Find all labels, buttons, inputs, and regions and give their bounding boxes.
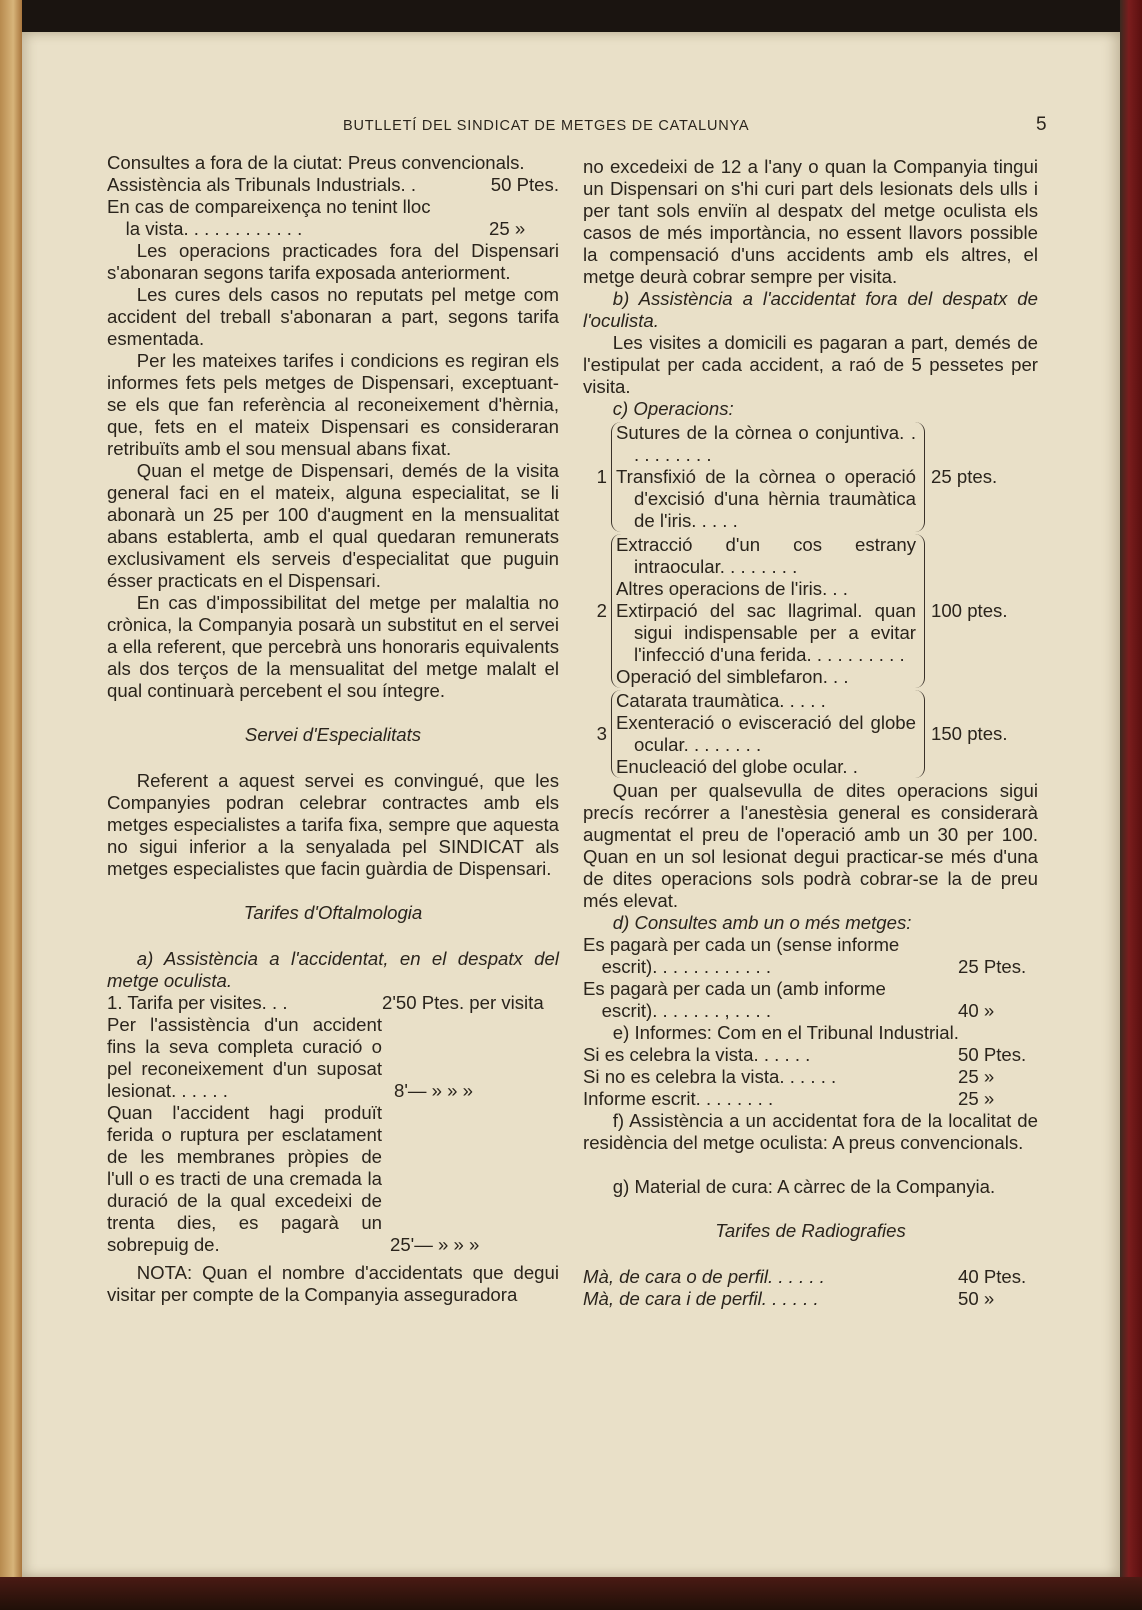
subheading: d) Consultes amb un o més metges:: [612, 912, 912, 933]
paragraph: Quan el metge de Dispensari, demés de la visita general faci en el mateix, alguna especialitat, se li abonarà un 25 per 100 d'augment en la mensualitat abans establerta, amb el qual quedaran remunerats exclusivament els serveis d'especialitat que puguin ésser practicats en el Dispensari.: [107, 460, 559, 591]
paragraph: Les operacions practicades fora del Dispensari s'abonaran segons tarifa exposada anteriorment.: [107, 240, 559, 283]
fee-line: Mà, de cara o de perfil. . . . . . 40 Ptes.: [583, 1266, 1027, 1287]
right-column: [583, 156, 1038, 1310]
group-number: 1: [596, 466, 607, 487]
paragraph: En cas d'impossibilitat del metge per malaltia no crònica, la Companyia posarà un substitut en el servei a ella referent, que percebrà uns honoraris equivalents als dos terços de la mensualitat del metge malalt el qual continuarà percebent el sou íntegre.: [107, 592, 559, 701]
paragraph: Per les mateixes tarifes i condicions es regiran els informes fets pels metges de Dispensari, exceptuant-se els que fan referència al reconeixement d'hèrnia, que, fets en el mateix Dispensari es consideraran retribuïts amb el sou mensual abans fixat.: [107, 350, 559, 459]
subheading: a) Assistència a l'accidentat, en el despatx del metge oculista.: [107, 948, 559, 991]
fee-line: Si no es celebra la vista. . . . . . 25 »: [583, 1066, 995, 1087]
operation-item: Transfixió de la còrnea o operació d'excisió d'una hèrnia traumàtica de l'iris. . . . .: [616, 466, 916, 531]
paragraph: Consultes a fora de la ciutat: Preus convencionals.: [107, 152, 525, 173]
operation-item: Operació del simblefaron. . .: [616, 666, 849, 687]
left-column: [107, 152, 559, 1306]
fee-line: Mà, de cara i de perfil. . . . . . 50 »: [583, 1288, 995, 1309]
tariff-row: Quan l'accident hagi produït ferida o ruptura per esclatament de les membranes pròpies de l'ull o es tracti de una cremada la duració de la qual excedeixi de trenta dies, es pagarà un sobrepuig de. 25'— » » »: [107, 1102, 480, 1255]
operation-item: Exenteració o evisceració del globe ocular. . . . . . . .: [616, 712, 916, 755]
paragraph: f) Assistència a un accidentat fora de la localitat de residència del metge oculista: A preus convencionals.: [583, 1110, 1038, 1153]
paragraph: Les cures dels casos no reputats pel metge com accident del treball s'abonaran a part, segons tarifa esmentada.: [107, 284, 559, 349]
paragraph: Quan per qualsevulla de dites operacions sigui precís recórrer a l'anestèsia general es considerarà augmentat el preu de l'operació amb un 30 per 100. Quan en un sol lesionat degui practicar-se més d'una de dites operacions sols podrà cobrar-se la de preu més elevat.: [583, 780, 1038, 911]
running-header: BUTLLETÍ DEL SINDICAT DE METGES DE CATALUNYA: [343, 118, 750, 134]
operation-list: [611, 422, 925, 532]
paragraph: En cas de compareixença no tenint lloc: [107, 196, 431, 217]
operation-item: Enucleació del globe ocular. .: [616, 756, 858, 777]
section-heading: Servei d'Especialitats: [244, 724, 422, 745]
operation-group: [583, 534, 1038, 688]
subheading: c) Operacions:: [612, 398, 734, 419]
fee-line: Si es celebra la vista. . . . . . 50 Ptes.: [583, 1044, 1027, 1065]
paragraph: Es pagarà per cada un (sense informe: [583, 934, 900, 955]
fee-line: Assistència als Tribunals Industrials. . 50 Ptes.: [107, 174, 559, 195]
note: NOTA: Quan el nombre d'accidentats que degui visitar per compte de la Companyia asseguradora: [107, 1262, 559, 1305]
section-heading: Tarifes d'Oftalmologia: [243, 902, 423, 923]
book-bottom-edge: [0, 1577, 1142, 1610]
subheading: e) Informes: Com en el Tribunal Industrial.: [612, 1022, 959, 1043]
subheading: b) Assistència a l'accidentat fora del despatx de l'oculista.: [583, 288, 1038, 331]
tariff-row: 1. Tarifa per visites. . . 2'50 Ptes. per visita: [107, 992, 544, 1013]
group-number: 2: [596, 600, 607, 621]
operation-list: [611, 690, 925, 778]
book-edge: [1120, 0, 1142, 1610]
fee-line: Informe escrit. . . . . . . . 25 »: [583, 1088, 995, 1109]
tariff-row: Per l'assistència d'un accident fins la seva completa curació o pel reconeixement d'un suposat lesionat. . . . . . 8'— » » »: [107, 1014, 474, 1101]
fee-line: escrit). . . . . . . , . . . . 40 »: [601, 1000, 995, 1021]
page-number: 5: [1036, 114, 1047, 135]
operation-price: 25 ptes.: [931, 466, 998, 487]
fee-line: la vista. . . . . . . . . . . . 25 »: [125, 218, 526, 239]
paragraph: no excedeixi de 12 a l'any o quan la Companyia tingui un Dispensari on s'hi curi part dels lesionats dels ulls i per tant sols enviïn al despatx del metge oculista els casos de més importància, no essent llavors possible la compensació d'uns accidents amb els altres, el metge deurà cobrar sempre per visita.: [583, 156, 1038, 287]
book-spine: [0, 0, 22, 1610]
paragraph: g) Material de cura: A càrrec de la Companyia.: [612, 1176, 996, 1197]
operation-group: [583, 690, 1038, 778]
fee-line: escrit). . . . . . . . . . . . 25 Ptes.: [601, 956, 1027, 977]
operation-item: Sutures de la còrnea o conjuntiva. . . . . . . . . .: [616, 422, 916, 465]
paragraph: Es pagarà per cada un (amb informe: [583, 978, 886, 999]
operation-item: Altres operacions de l'iris. . .: [616, 578, 848, 599]
section-heading: Tarifes de Radiografies: [715, 1220, 906, 1241]
operation-item: Catarata traumàtica. . . . .: [616, 690, 826, 711]
operation-list: [611, 534, 925, 688]
operation-item: Extracció d'un cos estrany intraocular. . . . . . . .: [616, 534, 916, 577]
paragraph: Les visites a domicili es pagaran a part, demés de l'estipulat per cada accident, a raó de 5 pessetes per visita.: [583, 332, 1038, 397]
paragraph: Referent a aquest servei es convingué, que les Companyies podran celebrar contractes amb els metges especialistes a tarifa fixa, sempre que aquesta no sigui inferior a la senyalada pel SINDICAT als metges especialistes que facin guàrdia de Dispensari.: [107, 770, 559, 879]
operation-price: 100 ptes.: [931, 600, 1008, 621]
operations-table: [583, 422, 1038, 778]
operation-price: 150 ptes.: [931, 723, 1008, 744]
operation-group: [583, 422, 1038, 532]
operation-item: Extirpació del sac llagrimal. quan sigui indispensable per a evitar l'infecció d'una ferida. . . . . . . . . .: [616, 600, 916, 665]
group-number: 3: [596, 723, 607, 744]
